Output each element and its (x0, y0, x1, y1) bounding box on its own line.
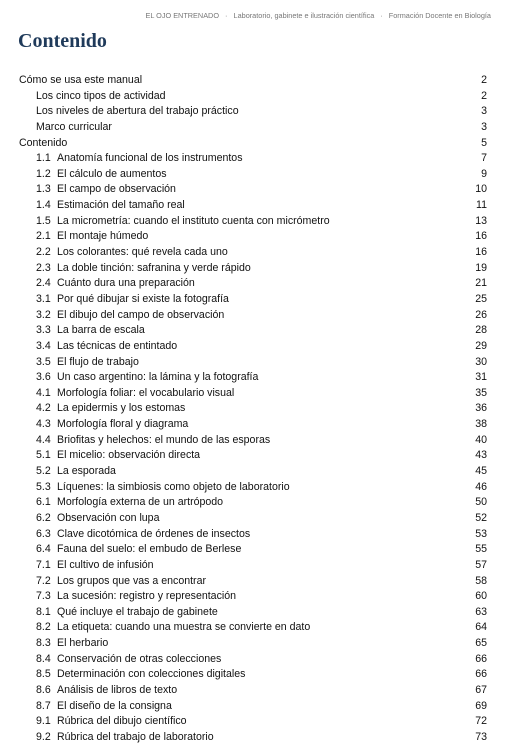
toc-entry-title: Fauna del suelo: el embudo de Berlese (57, 543, 242, 556)
toc-entry-label (36, 261, 251, 277)
toc-entry-label (19, 73, 142, 89)
toc-entry-title: Cuánto dura una preparación (57, 277, 195, 290)
toc-entry-page: 9 (481, 167, 487, 180)
toc-entry-title: Morfología floral y diagrama (57, 418, 189, 431)
toc-entry-page: 2 (481, 74, 487, 86)
toc-entry-title: El herbario (57, 637, 109, 650)
toc-entry-page: 2 (481, 89, 487, 102)
toc-entry-label (36, 198, 185, 214)
toc-entry[interactable] (19, 417, 487, 433)
toc-entry-page: 69 (475, 699, 487, 712)
toc-entry-number: 5.3 (36, 480, 51, 493)
toc-entry-title: Análisis de libros de texto (57, 683, 178, 696)
toc-entry[interactable] (19, 261, 487, 277)
toc-entry[interactable] (19, 229, 487, 245)
toc-entry[interactable] (19, 636, 487, 652)
toc-entry-number: 7.3 (36, 590, 51, 603)
toc-entry-label (36, 401, 185, 417)
toc-entry-title: Conservación de otras colecciones (57, 652, 222, 665)
toc-entry[interactable] (19, 136, 487, 152)
toc-entry-title: El montaje húmedo (57, 230, 149, 243)
toc-entry-page: 3 (481, 120, 487, 133)
toc-entry-page: 5 (481, 136, 487, 149)
toc-entry-title: La esporada (57, 465, 116, 478)
toc-entry[interactable] (19, 339, 487, 355)
toc-entry[interactable] (19, 527, 487, 543)
toc-entry-label (36, 636, 108, 652)
toc-entry-title: Los colorantes: qué revela cada uno (57, 246, 228, 259)
toc-entry-page: 60 (475, 590, 487, 603)
page-title: Contenido (18, 30, 107, 52)
toc-entry-title: El cálculo de aumentos (57, 167, 167, 180)
toc-entry-page: 25 (475, 292, 487, 305)
toc-entry-label (36, 480, 290, 496)
toc-entry-title: Los grupos que vas a encontrar (57, 574, 206, 587)
toc-entry[interactable] (19, 292, 487, 308)
toc-entry-page: 72 (475, 715, 487, 728)
toc-entry[interactable] (19, 464, 487, 480)
toc-entry-page: 67 (475, 683, 487, 696)
toc-entry-page: 11 (476, 199, 487, 212)
header-subtitle: Laboratorio, gabinete e ilustración científica (233, 11, 375, 20)
toc-entry-title: Morfología foliar: el vocabulario visual (57, 386, 235, 399)
toc-entry-number: 4.1 (36, 386, 51, 399)
toc-entry-label (36, 151, 243, 167)
toc-entry-number: 7.1 (36, 558, 51, 571)
toc-entry-page: 10 (475, 183, 487, 196)
toc-entry-label (36, 355, 139, 371)
toc-entry[interactable] (19, 730, 487, 746)
toc-entry-label (36, 542, 241, 558)
toc-entry-number: 7.2 (36, 574, 51, 587)
toc-entry-number: 2.1 (36, 230, 51, 243)
header-course: Formación Docente en Biología (388, 11, 491, 20)
toc-entry-label (36, 308, 224, 324)
toc-entry[interactable] (19, 652, 487, 668)
toc-entry[interactable] (19, 386, 487, 402)
toc-entry-number: 2.2 (36, 246, 51, 259)
toc-entry-label (36, 386, 234, 402)
toc-entry[interactable] (19, 245, 487, 261)
toc-entry[interactable] (19, 276, 487, 292)
toc-entry-page: 38 (475, 418, 487, 431)
toc-entry-number: 1.2 (36, 167, 51, 180)
toc-entry-label (36, 448, 200, 464)
toc-entry-number: 1.5 (36, 214, 51, 227)
toc-entry[interactable] (19, 620, 487, 636)
toc-entry-page: 66 (475, 668, 487, 681)
toc-entry-label (36, 292, 229, 308)
toc-entry-label (19, 136, 67, 152)
toc-entry[interactable] (19, 323, 487, 339)
toc-entry-title: La barra de escala (57, 324, 145, 337)
header-separator: · (380, 11, 383, 20)
toc-entry-page: 73 (475, 730, 487, 743)
toc-entry[interactable] (19, 370, 487, 386)
toc-entry-page: 50 (475, 496, 487, 509)
running-header (20, 11, 491, 20)
toc-entry-title: El campo de observación (57, 183, 176, 196)
toc-entry-title: Cómo se usa este manual (19, 74, 143, 86)
header-separator: · (225, 11, 228, 20)
toc-entry[interactable] (19, 589, 487, 605)
toc-entry-number: 3.6 (36, 371, 51, 384)
toc-entry-number: 4.3 (36, 418, 51, 431)
toc-entry-label (36, 167, 167, 183)
toc-entry[interactable] (19, 355, 487, 371)
toc-entry-number: 2.4 (36, 277, 51, 290)
toc-entry-page: 13 (475, 214, 487, 227)
toc-entry-label (36, 574, 206, 590)
toc-entry-number: 8.4 (36, 652, 51, 665)
toc-entry-title: Por qué dibujar si existe la fotografía (57, 292, 229, 305)
toc-entry-number: 4.4 (36, 433, 51, 446)
toc-entry-number: 3.1 (36, 292, 51, 305)
toc-entry-page: 28 (475, 324, 487, 337)
toc-entry-title: Clave dicotómica de órdenes de insectos (57, 527, 251, 540)
toc-entry-number: 5.1 (36, 449, 51, 462)
toc-entry-title: Un caso argentino: la lámina y la fotografía (57, 371, 259, 384)
toc-entry-page: 30 (475, 355, 487, 368)
toc-entry[interactable] (19, 120, 487, 136)
toc-entry-page: 64 (475, 621, 487, 634)
toc-entry-page: 31 (475, 371, 487, 384)
toc-entry-label (36, 182, 176, 198)
toc-entry-number: 6.2 (36, 511, 51, 524)
toc-entry-page: 16 (475, 246, 487, 259)
toc-entry-page: 57 (475, 558, 487, 571)
toc-entry-label (36, 683, 177, 699)
toc-entry-page: 21 (475, 277, 487, 290)
toc-entry-number: 8.2 (36, 621, 51, 634)
toc-entry-number: 3.5 (36, 355, 51, 368)
toc-entry-number: 8.7 (36, 699, 51, 712)
toc-entry-label (36, 667, 245, 683)
toc-entry-page: 52 (475, 511, 487, 524)
toc-entry-label (36, 699, 172, 715)
toc-entry[interactable] (19, 73, 487, 89)
toc-entry[interactable] (19, 89, 487, 105)
toc-entry-label (36, 589, 236, 605)
toc-entry[interactable] (19, 480, 487, 496)
toc-entry-page: 66 (475, 652, 487, 665)
toc-entry-title: Marco curricular (36, 120, 112, 133)
toc-entry-title: El dibujo del campo de observación (57, 308, 225, 321)
toc-entry[interactable] (19, 104, 487, 120)
toc-entry[interactable] (19, 448, 487, 464)
toc-entry-title: Los cinco tipos de actividad (36, 89, 166, 102)
toc-entry-title: El flujo de trabajo (57, 355, 139, 368)
toc-entry-title: La sucesión: registro y representación (57, 590, 237, 603)
toc-entry-page: 29 (475, 339, 487, 352)
toc-entry-number: 6.3 (36, 527, 51, 540)
toc-entry-number: 8.6 (36, 683, 51, 696)
table-of-contents (19, 73, 487, 746)
toc-entry[interactable] (19, 401, 487, 417)
toc-entry-label (36, 417, 188, 433)
toc-entry-title: Qué incluye el trabajo de gabinete (57, 605, 218, 618)
toc-entry[interactable] (19, 605, 487, 621)
toc-entry-title: Anatomía funcional de los instrumentos (57, 152, 243, 165)
toc-entry-page: 43 (475, 449, 487, 462)
toc-entry[interactable] (19, 667, 487, 683)
toc-entry-label (36, 229, 148, 245)
toc-entry-label (36, 89, 166, 105)
toc-entry[interactable] (19, 683, 487, 699)
toc-entry-title: La etiqueta: cuando una muestra se convierte en dato (57, 621, 311, 634)
toc-entry-label (36, 620, 310, 636)
toc-entry-page: 53 (475, 527, 487, 540)
toc-entry[interactable] (19, 714, 487, 730)
toc-entry-page: 65 (475, 637, 487, 650)
toc-entry-title: Rúbrica del trabajo de laboratorio (57, 730, 214, 743)
toc-entry-label (36, 370, 258, 386)
toc-entry-number: 3.2 (36, 308, 51, 321)
toc-entry-number: 3.4 (36, 339, 51, 352)
toc-entry-page: 55 (475, 543, 487, 556)
toc-entry-title: Determinación con colecciones digitales (57, 668, 246, 681)
toc-entry-label (36, 433, 270, 449)
toc-entry-title: El diseño de la consigna (57, 699, 172, 712)
toc-entry-title: La epidermis y los estomas (57, 402, 186, 415)
toc-entry-label (36, 730, 214, 746)
toc-entry-page: 36 (475, 402, 487, 415)
toc-entry-title: El micelio: observación directa (57, 449, 201, 462)
toc-entry-page: 7 (481, 152, 487, 165)
toc-entry-label (36, 495, 223, 511)
toc-entry-label (36, 245, 228, 261)
toc-entry[interactable] (19, 308, 487, 324)
toc-entry-label (36, 214, 330, 230)
toc-entry-number: 6.1 (36, 496, 51, 509)
toc-entry-label (36, 714, 187, 730)
toc-entry-page: 16 (475, 230, 487, 243)
toc-entry-number: 1.4 (36, 199, 51, 212)
toc-entry-number: 5.2 (36, 465, 51, 478)
toc-entry-title: Briofitas y helechos: el mundo de las esporas (57, 433, 271, 446)
toc-entry-label (36, 104, 239, 120)
toc-entry-title: El cultivo de infusión (57, 558, 154, 571)
toc-entry-title: Contenido (19, 136, 68, 149)
toc-entry-label (36, 323, 145, 339)
toc-entry-title: Rúbrica del dibujo científico (57, 715, 187, 728)
toc-entry[interactable] (19, 182, 487, 198)
toc-entry-page: 63 (475, 605, 487, 618)
toc-entry-title: Estimación del tamaño real (57, 199, 185, 212)
toc-entry-number: 1.1 (36, 152, 51, 165)
toc-entry-number: 8.5 (36, 668, 51, 681)
toc-entry-label (36, 652, 221, 668)
toc-entry-number: 3.3 (36, 324, 51, 337)
toc-entry[interactable] (19, 558, 487, 574)
toc-entry-page: 19 (475, 261, 487, 274)
toc-entry-label (36, 511, 159, 527)
toc-entry-label (36, 558, 154, 574)
toc-entry-label (36, 339, 177, 355)
toc-entry-page: 40 (475, 433, 487, 446)
toc-entry-page: 58 (475, 574, 487, 587)
toc-entry-number: 4.2 (36, 402, 51, 415)
toc-entry-page: 46 (475, 480, 487, 493)
toc-entry-label (36, 120, 112, 136)
toc-entry-number: 2.3 (36, 261, 51, 274)
toc-entry-label (36, 527, 250, 543)
toc-entry[interactable] (19, 574, 487, 590)
toc-entry-title: Las técnicas de entintado (57, 339, 178, 352)
toc-entry-page: 45 (475, 465, 487, 478)
toc-entry-number: 8.1 (36, 605, 51, 618)
toc-entry-number: 8.3 (36, 637, 51, 650)
toc-entry[interactable] (19, 699, 487, 715)
toc-entry[interactable] (19, 433, 487, 449)
toc-entry-page: 3 (481, 105, 487, 118)
toc-entry[interactable] (19, 511, 487, 527)
toc-entry-label (36, 276, 195, 292)
toc-entry[interactable] (19, 495, 487, 511)
header-book-title: EL OJO ENTRENADO (145, 11, 220, 20)
toc-entry-number: 6.4 (36, 543, 51, 556)
toc-entry-title: Morfología externa de un artrópodo (57, 496, 224, 509)
toc-entry-title: Líquenes: la simbiosis como objeto de laboratorio (57, 480, 290, 493)
toc-entry-title: Observación con lupa (57, 511, 160, 524)
toc-entry-label (36, 605, 218, 621)
toc-entry[interactable] (19, 151, 487, 167)
toc-entry-page: 26 (475, 308, 487, 321)
toc-entry[interactable] (19, 167, 487, 183)
toc-entry[interactable] (19, 214, 487, 230)
toc-entry[interactable] (19, 198, 487, 214)
toc-entry-title: La doble tinción: safranina y verde rápido (57, 261, 251, 274)
toc-entry-page: 35 (475, 386, 487, 399)
toc-entry-number: 1.3 (36, 183, 51, 196)
toc-entry-number: 9.2 (36, 730, 51, 743)
toc-entry[interactable] (19, 542, 487, 558)
toc-entry-title: La micrometría: cuando el instituto cuenta con micrómetro (57, 214, 330, 227)
toc-entry-label (36, 464, 116, 480)
toc-entry-number: 9.1 (36, 715, 51, 728)
toc-entry-title: Los niveles de abertura del trabajo práctico (36, 105, 239, 118)
